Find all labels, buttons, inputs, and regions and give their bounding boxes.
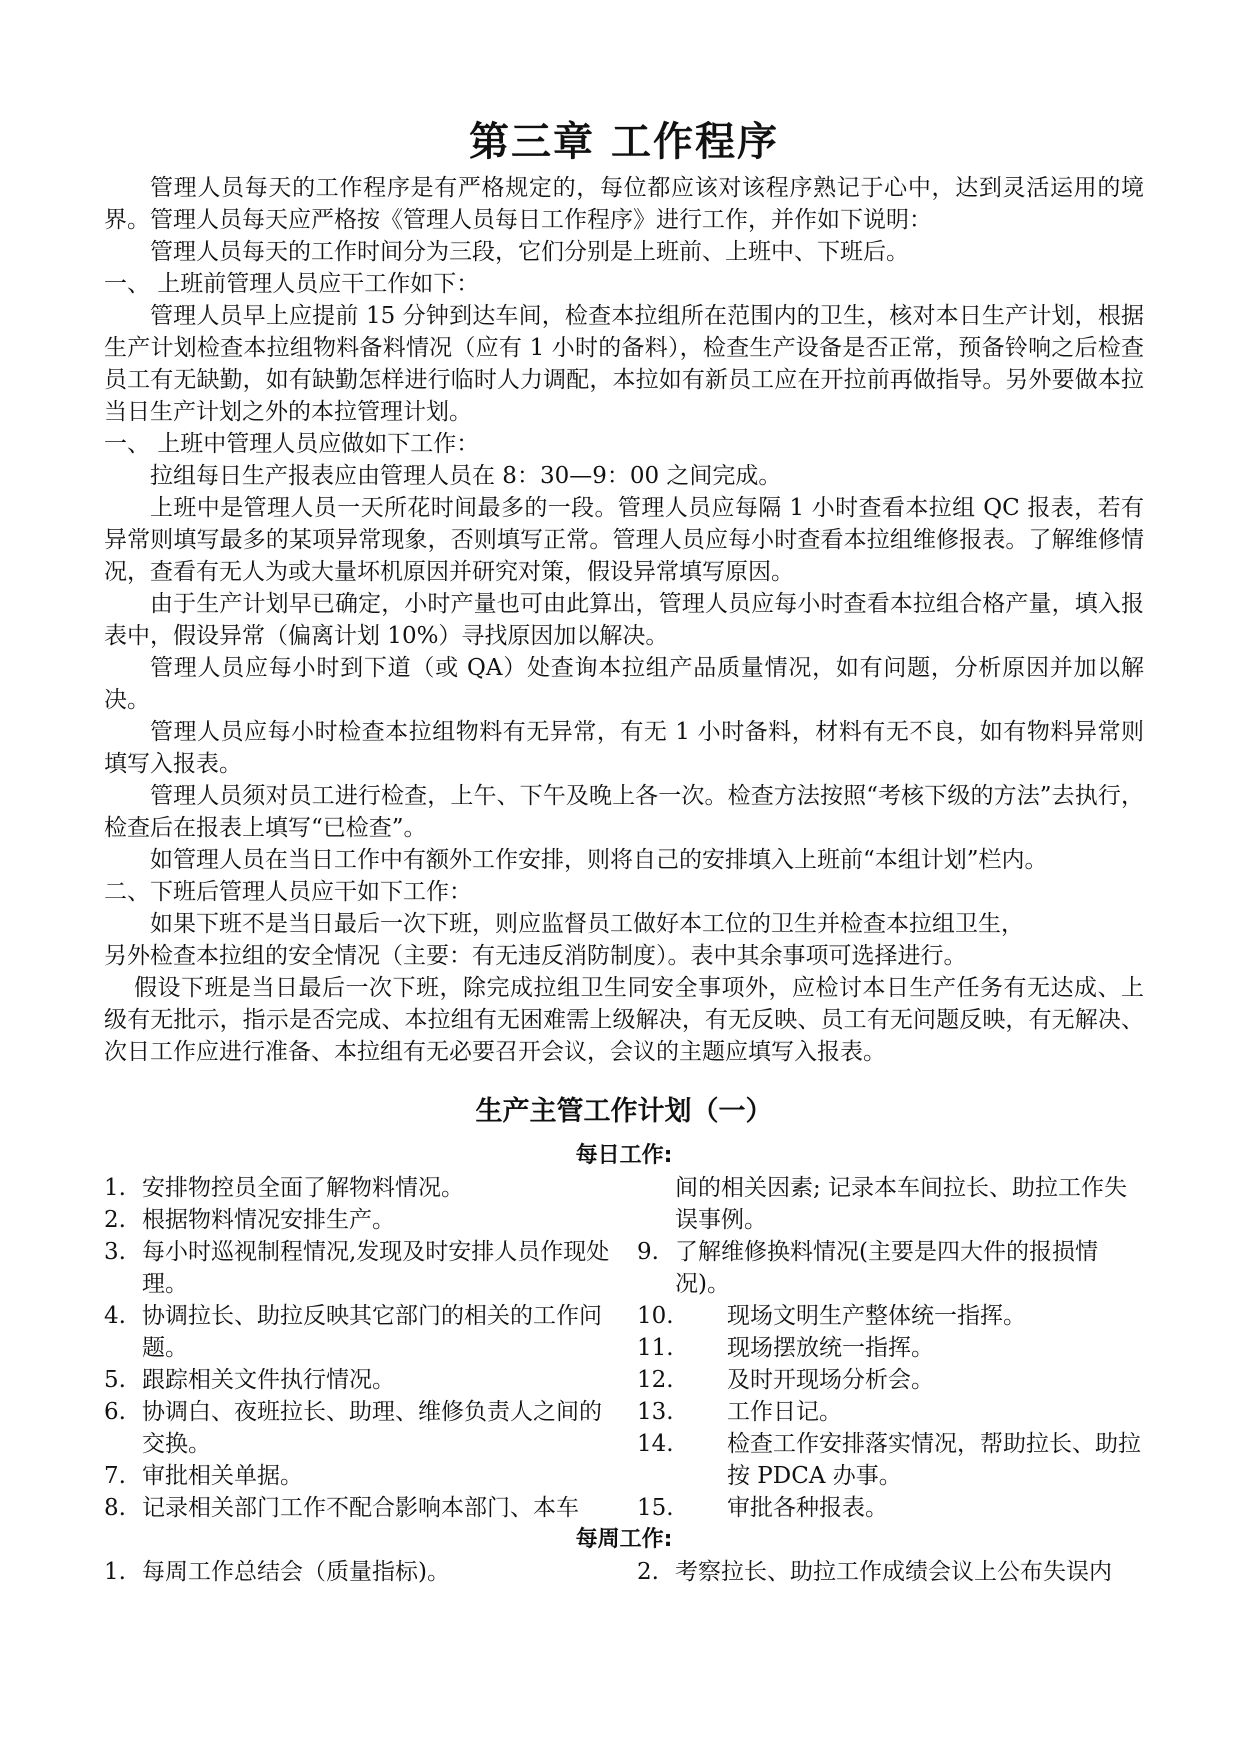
section2-paragraph-3: 由于生产计划早已确定，小时产量也可由此算出，管理人员应每小时查看本拉组合格产量，填入报表中，假设异常（偏离计划 10%）寻找原因加以解决。 bbox=[104, 591, 1144, 649]
list-item-number: 3. bbox=[104, 1239, 126, 1265]
weekly-work-title: 每周工作: bbox=[575, 1527, 673, 1552]
list-item bbox=[637, 1492, 1144, 1524]
list-item bbox=[637, 1236, 1144, 1300]
list-item-text: 了解维修换料情况(主要是四大件的报损情况)。 bbox=[675, 1239, 1098, 1297]
list-item-number: 4. bbox=[104, 1303, 126, 1329]
list-item-text: 考察拉长、助拉工作成绩会议上公布失误内 bbox=[675, 1559, 1112, 1585]
list-item-text: 根据物料情况安排生产。 bbox=[142, 1207, 395, 1233]
list-item bbox=[104, 1364, 611, 1396]
list-item-continuation: 间的相关因素; 记录本车间拉长、助拉工作失误事例。 bbox=[675, 1175, 1128, 1233]
section2-paragraph-2: 上班中是管理人员一天所花时间最多的一段。管理人员应每隔 1 小时查看本拉组 QC 报表，若有异常则填写最多的某项异常现象，否则填写正常。管理人员应每小时查看本拉组维修报表。了解维修情况，查看有无人为或大量坏机原因并研究对策，假设异常填写原因。 bbox=[104, 495, 1144, 585]
list-item-text: 记录相关部门工作不配合影响本部门、本车 bbox=[142, 1495, 579, 1521]
list-item bbox=[637, 1556, 1144, 1588]
list-item-number: 1. bbox=[104, 1559, 126, 1585]
section2-paragraph-6: 管理人员须对员工进行检查，上午、下午及晚上各一次。检查方法按照“考核下级的方法”去执行，检查后在报表上填写“已检查”。 bbox=[104, 783, 1144, 841]
weekly-work-left-column bbox=[104, 1556, 611, 1588]
document-page bbox=[104, 116, 1144, 1588]
intro-paragraph-2: 管理人员每天的工作时间分为三段，它们分别是上班前、上班中、下班后。 bbox=[150, 239, 909, 265]
list-item-text: 每小时巡视制程情况,发现及时安排人员作现处理。 bbox=[142, 1239, 610, 1297]
list-item-number: 9. bbox=[637, 1239, 659, 1265]
list-item-number: 15. bbox=[637, 1495, 674, 1521]
weekly-work-columns bbox=[104, 1556, 1144, 1588]
section-heading-before-work: 一、 上班前管理人员应干工作如下： bbox=[104, 271, 480, 297]
daily-work-right-column bbox=[637, 1172, 1144, 1524]
list-item-text: 每周工作总结会（质量指标)。 bbox=[142, 1559, 450, 1585]
list-item-text: 安排物控员全面了解物料情况。 bbox=[142, 1175, 464, 1201]
list-item bbox=[104, 1300, 611, 1364]
section-heading-during-work: 一、 上班中管理人员应做如下工作： bbox=[104, 431, 480, 457]
list-item-text: 跟踪相关文件执行情况。 bbox=[142, 1367, 395, 1393]
daily-work-title: 每日工作: bbox=[575, 1143, 673, 1168]
list-item-number: 2. bbox=[637, 1559, 659, 1585]
section1-paragraph: 管理人员早上应提前 15 分钟到达车间，检查本拉组所在范围内的卫生，核对本日生产计划，根据生产计划检查本拉组物料备料情况（应有 1 小时的备料），检查生产设备是否正常，预备铃响之后检查员工有无缺勤，如有缺勤怎样进行临时人力调配，本拉如有新员工应在开拉前再做指导。另外要做本拉当日生产计划之外的本拉管理计划。 bbox=[104, 303, 1144, 425]
list-item-number: 13. bbox=[637, 1399, 674, 1425]
list-item-text: 审批相关单据。 bbox=[142, 1463, 303, 1489]
section2-paragraph-5: 管理人员应每小时检查本拉组物料有无异常，有无 1 小时备料，材料有无不良，如有物料异常则填写入报表。 bbox=[104, 719, 1144, 777]
section2-paragraph-7: 如管理人员在当日工作中有额外工作安排，则将自己的安排填入上班前“本组计划”栏内。 bbox=[150, 847, 1048, 873]
list-item-text: 工作日记。 bbox=[727, 1399, 842, 1425]
section-heading-after-work: 二、下班后管理人员应干如下工作： bbox=[104, 879, 472, 905]
list-item-number: 8. bbox=[104, 1495, 126, 1521]
list-item-text: 协调拉长、助拉反映其它部门的相关的工作问题。 bbox=[142, 1303, 602, 1361]
list-item-text: 现场摆放统一指挥。 bbox=[727, 1335, 934, 1361]
list-item-number: 7. bbox=[104, 1463, 126, 1489]
list-item bbox=[637, 1396, 1144, 1428]
list-item bbox=[104, 1204, 611, 1236]
weekly-work-right-column bbox=[637, 1556, 1144, 1588]
list-item-number: 2. bbox=[104, 1207, 126, 1233]
daily-work-left-column bbox=[104, 1172, 611, 1524]
section3-paragraph-1-line-1: 如果下班不是当日最后一次下班，则应监督员工做好本工位的卫生并检查本拉组卫生， bbox=[150, 911, 1024, 937]
list-item-text: 协调白、夜班拉长、助理、维修负责人之间的交换。 bbox=[142, 1399, 602, 1457]
list-item-number: 11. bbox=[637, 1335, 674, 1361]
list-item-text: 现场文明生产整体统一指挥。 bbox=[727, 1303, 1026, 1329]
list-item-text: 检查工作安排落实情况，帮助拉长、助拉按 PDCA 办事。 bbox=[727, 1431, 1141, 1489]
list-item-text: 审批各种报表。 bbox=[727, 1495, 888, 1521]
section3-paragraph-2: 假设下班是当日最后一次下班，除完成拉组卫生同安全事项外，应检讨本日生产任务有无达成、上级有无批示，指示是否完成、本拉组有无困难需上级解决，有无反映、员工有无问题反映，有无解决、次日工作应进行准备、本拉组有无必要召开会议，会议的主题应填写入报表。 bbox=[104, 975, 1144, 1065]
list-item bbox=[104, 1396, 611, 1460]
list-item-number: 12. bbox=[637, 1367, 674, 1393]
list-item bbox=[104, 1556, 611, 1588]
chapter-title: 第三章 工作程序 bbox=[469, 119, 779, 165]
list-item-number: 5. bbox=[104, 1367, 126, 1393]
plan-title: 生产主管工作计划（一） bbox=[475, 1096, 773, 1127]
list-item bbox=[637, 1300, 1144, 1332]
list-item bbox=[104, 1236, 611, 1300]
list-item bbox=[637, 1332, 1144, 1364]
section2-paragraph-1: 拉组每日生产报表应由管理人员在 8：30—9：00 之间完成。 bbox=[150, 463, 782, 489]
intro-paragraph-1: 管理人员每天的工作程序是有严格规定的，每位都应该对该程序熟记于心中，达到灵活运用的境界。管理人员每天应严格按《管理人员每日工作程序》进行工作，并作如下说明： bbox=[104, 175, 1144, 233]
section3-paragraph-1-line-2: 另外检查本拉组的安全情况（主要：有无违反消防制度）。表中其余事项可选择进行。 bbox=[104, 943, 967, 969]
list-item bbox=[637, 1428, 1144, 1492]
section2-paragraph-4: 管理人员应每小时到下道（或 QA）处查询本拉组产品质量情况，如有问题，分析原因并加以解决。 bbox=[104, 655, 1144, 713]
list-item-number: 14. bbox=[637, 1431, 674, 1457]
daily-work-columns bbox=[104, 1172, 1144, 1524]
list-item bbox=[104, 1492, 611, 1524]
list-item-number: 6. bbox=[104, 1399, 126, 1425]
list-item-number: 1. bbox=[104, 1175, 126, 1201]
list-item bbox=[637, 1364, 1144, 1396]
list-item bbox=[104, 1460, 611, 1492]
list-item-text: 及时开现场分析会。 bbox=[727, 1367, 934, 1393]
list-item-number: 10. bbox=[637, 1303, 674, 1329]
list-item bbox=[104, 1172, 611, 1204]
